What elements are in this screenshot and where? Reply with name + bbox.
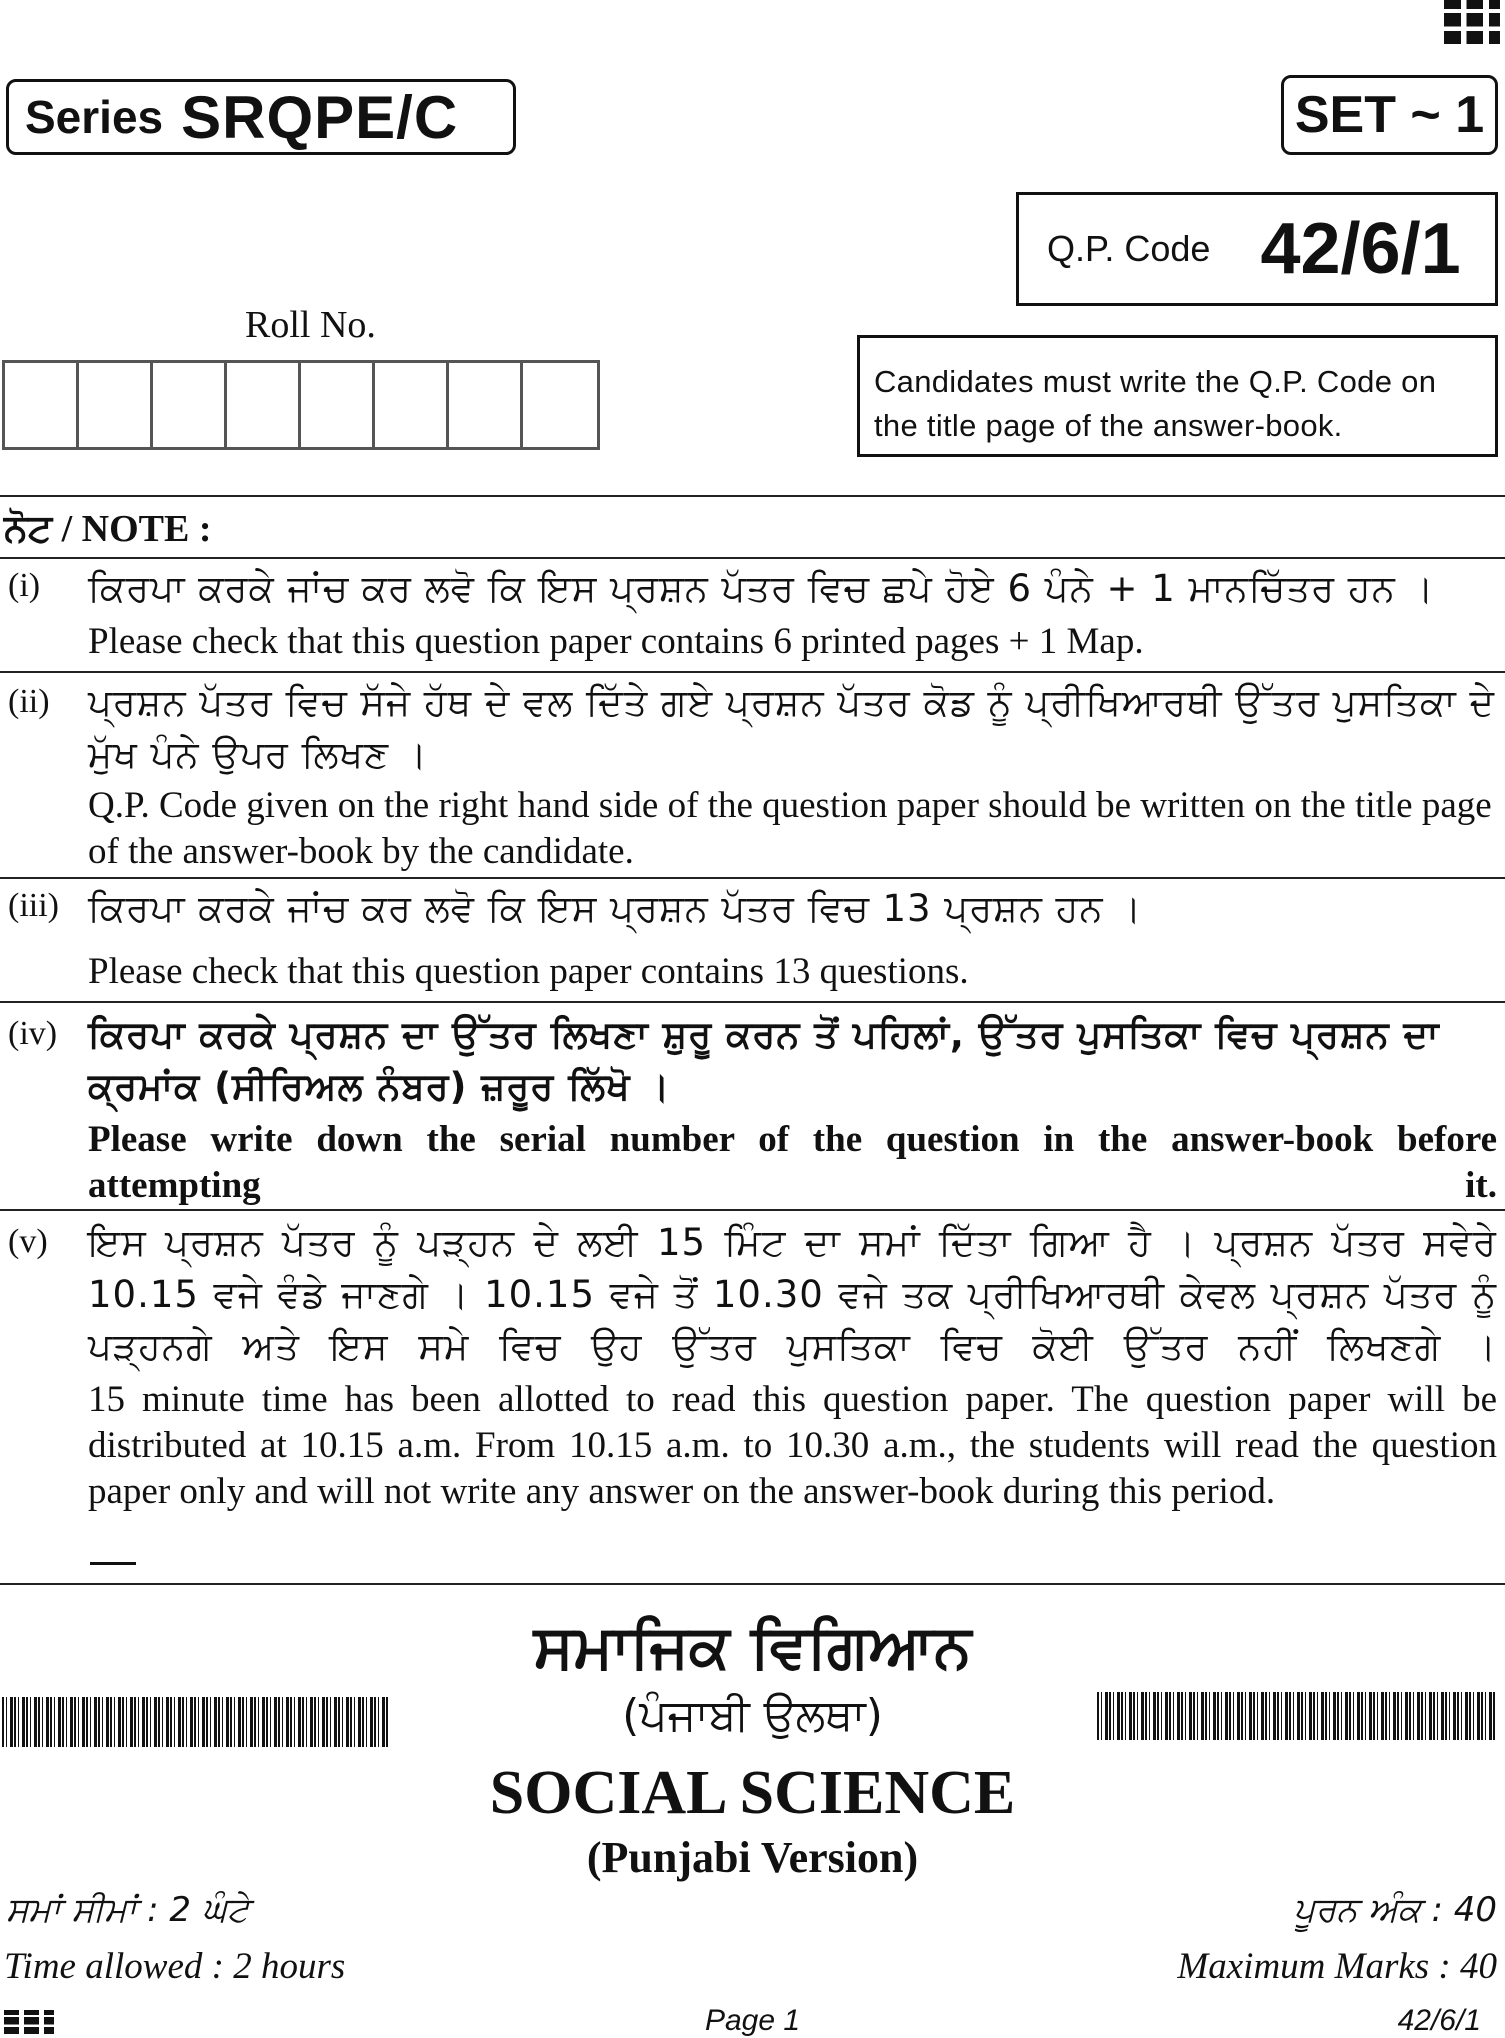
note-item-english: Please write down the serial number of the question in the answer-book before attempting it. [88,1119,1497,1206]
roll-no-cell[interactable] [153,363,227,447]
version-punjabi: (ਪੰਜਾਬੀ ਉਲਥਾ) [622,1690,883,1741]
note-item [0,877,1505,1001]
note-item-number: (i) [8,567,41,604]
note-item [0,671,1505,877]
note-item-english: Q.P. Code given on the right hand side of the question paper should be written on the title page of the answer-book by the candidate. [88,785,1492,872]
roll-no-cell[interactable] [375,363,449,447]
roll-no-cell[interactable] [301,363,375,447]
page-number: Page 1 [704,2004,801,2037]
set-box: SET ~ 1 [1281,75,1498,155]
maximum-marks-english: Maximum Marks : 40 [1177,1946,1497,1987]
note-item-punjabi: ਕਿਰਪਾ ਕਰਕੇ ਪ੍ਰਸ਼ਨ ਦਾ ਉੱਤਰ ਲਿਖਣਾ ਸ਼ੁਰੂ ਕਰਨ ਤੋਂ ਪਹਿਲਾਂ, ਉੱਤਰ ਪੁਸਤਿਕਾ ਵਿਚ ਪ੍ਰਸ਼ਨ ਦਾ ਕ੍ਰਮਾਂਕ (ਸੀਰਿਅਲ ਨੰਬਰ) ਜ਼ਰੂਰ ਲਿੱਖੋ । [88,1013,1440,1108]
divider [0,1583,1505,1585]
note-item-number: (iii) [8,887,59,924]
version-english: (Punjabi Version) [586,1833,919,1882]
footer-qp-code: 42/6/1 [1397,2004,1481,2037]
maximum-marks-punjabi: ਪੂਰਨ ਅੰਕ : 40 [1293,1890,1497,1930]
qp-code-value: 42/6/1 [1260,209,1461,289]
roll-no-boxes [2,360,600,450]
candidates-note: Candidates must write the Q.P. Code on the title page of the answer-book. [857,335,1498,457]
dash-mark [90,1562,136,1565]
note-item [0,1209,1505,1583]
series-code: SRQPE/C [181,83,459,151]
note-item-punjabi: ਕਿਰਪਾ ਕਰਕੇ ਜਾਂਚ ਕਰ ਲਵੋ ਕਿ ਇਸ ਪ੍ਰਸ਼ਨ ਪੱਤਰ ਵਿਚ ਛਪੇ ਹੋਏ 6 ਪੰਨੇ + 1 ਮਾਨਚਿੱਤਰ ਹਨ । [88,567,1435,610]
series-label: Series [25,91,164,143]
divider [0,495,1505,497]
time-allowed-english: Time allowed : 2 hours [4,1946,346,1987]
note-item-english: Please check that this question paper contains 13 questions. [88,951,969,992]
subject-title-punjabi: ਸਮਾਜਿਕ ਵਿਗਿਆਨ [533,1612,972,1682]
roll-no-cell[interactable] [227,363,301,447]
note-item-number: (iv) [8,1015,58,1052]
series-box [6,79,516,155]
subject-title-english: SOCIAL SCIENCE [489,1759,1016,1827]
roll-no-cell[interactable] [449,363,523,447]
qp-code-label: Q.P. Code [1047,228,1211,269]
note-item-number: (v) [8,1223,48,1260]
roll-no-label: Roll No. [245,304,376,346]
roll-no-cell[interactable] [5,363,79,447]
qp-code-box [1016,192,1498,306]
qr-code-icon [1444,0,1500,44]
roll-no-cell[interactable] [523,363,597,447]
time-allowed-punjabi: ਸਮਾਂ ਸੀਮਾਂ : 2 ਘੰਟੇ [6,1890,249,1930]
note-item-number: (ii) [8,683,50,720]
note-item [0,1001,1505,1209]
note-item-punjabi: ਕਿਰਪਾ ਕਰਕੇ ਜਾਂਚ ਕਰ ਲਵੋ ਕਿ ਇਸ ਪ੍ਰਸ਼ਨ ਪੱਤਰ ਵਿਚ 13 ਪ੍ਰਸ਼ਨ ਹਨ । [88,887,1143,930]
note-heading: ਨੋਟ / NOTE : [4,508,212,550]
note-item-english: Please check that this question paper contains 6 printed pages + 1 Map. [88,621,1144,662]
note-item-punjabi: ਪ੍ਰਸ਼ਨ ਪੱਤਰ ਵਿਚ ਸੱਜੇ ਹੱਥ ਦੇ ਵਲ ਦਿੱਤੇ ਗਏ ਪ੍ਰਸ਼ਨ ਪੱਤਰ ਕੋਡ ਨੂੰ ਪ੍ਰੀਖਿਆਰਥੀ ਉੱਤਰ ਪੁਸਤਿਕਾ ਦੇ ਮੁੱਖ ਪੰਨੇ ਉਪਰ ਲਿਖਣ । [88,681,1495,776]
roll-no-cell[interactable] [79,363,153,447]
note-item-punjabi: ਇਸ ਪ੍ਰਸ਼ਨ ਪੱਤਰ ਨੂੰ ਪੜ੍ਹਨ ਦੇ ਲਈ 15 ਮਿੰਟ ਦਾ ਸਮਾਂ ਦਿੱਤਾ ਗਿਆ ਹੈ । ਪ੍ਰਸ਼ਨ ਪੱਤਰ ਸਵੇਰੇ 10.15 ਵਜੇ ਵੰਡੇ ਜਾਣਗੇ । 10.15 ਵਜੇ ਤੋਂ 10.30 ਵਜੇ ਤਕ ਪ੍ਰੀਖਿਆਰਥੀ ਕੇਵਲ ਪ੍ਰਸ਼ਨ ਪੱਤਰ ਨੂੰ ਪੜ੍ਹਨਗੇ ਅਤੇ ਇਸ ਸਮੇ ਵਿਚ ਉਹ ਉੱਤਰ ਪੁਸਤਿਕਾ ਵਿਚ ਕੋਈ ਉੱਤਰ ਨਹੀਂ ਲਿਖਣਗੇ । [88,1221,1497,1368]
note-item-english: 15 minute time has been allotted to read this question paper. The question paper will be distributed at 10.15 a.m. From 10.15 a.m. to 10.30 a.m., the students will read the question paper only and will not write any answer on the answer-book during this period. [88,1379,1497,1512]
note-item [0,557,1505,671]
